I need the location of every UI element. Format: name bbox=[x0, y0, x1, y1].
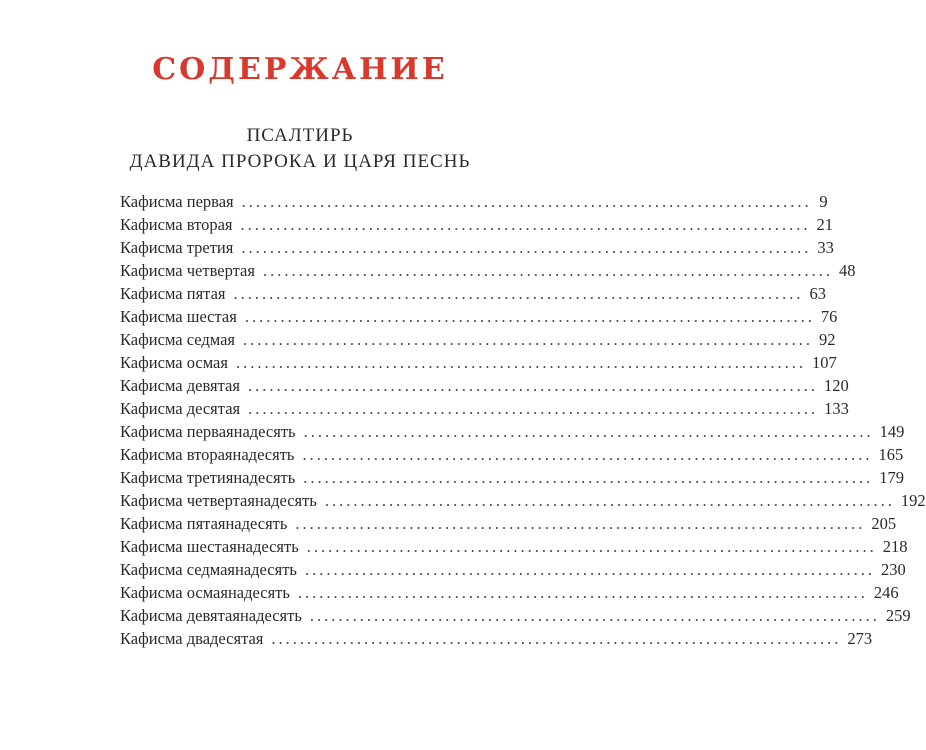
toc-entry-label: Кафисма десятая bbox=[120, 399, 241, 418]
toc-entry-page: 120 bbox=[823, 376, 849, 395]
toc-entry-page: 259 bbox=[885, 606, 911, 625]
toc-entry-label: Кафисма третиянадесять bbox=[120, 468, 296, 487]
leader-dots: ................................................................................ bbox=[235, 353, 806, 372]
toc-entry-page: 273 bbox=[847, 629, 873, 648]
toc-entry bbox=[120, 627, 873, 650]
leader-dots: ................................................................................ bbox=[244, 307, 815, 326]
toc-entry bbox=[120, 190, 828, 213]
leader-dots: ................................................................................ bbox=[297, 583, 868, 602]
toc-entry bbox=[120, 466, 905, 489]
toc-entry bbox=[120, 213, 834, 236]
toc-entry-page: 9 bbox=[819, 192, 828, 211]
toc-entry bbox=[120, 604, 911, 627]
toc-entry-label: Кафисма первая bbox=[120, 192, 234, 211]
toc-entry-label: Кафисма осмая bbox=[120, 353, 228, 372]
leader-dots: ................................................................................ bbox=[247, 376, 818, 395]
toc-entry bbox=[120, 305, 838, 328]
leader-dots: ................................................................................ bbox=[248, 399, 819, 418]
toc-entry-label: Кафисма пятая bbox=[120, 284, 226, 303]
toc-entry-page: 76 bbox=[820, 307, 838, 326]
leader-dots: ................................................................................ bbox=[306, 537, 877, 556]
toc-entry-label: Кафисма двадесятая bbox=[120, 629, 264, 648]
toc-entry bbox=[120, 397, 849, 420]
toc-entry-page: 107 bbox=[811, 353, 837, 372]
leader-dots: ................................................................................ bbox=[303, 468, 874, 487]
toc-entry bbox=[120, 351, 837, 374]
toc-entry-page: 179 bbox=[879, 468, 905, 487]
toc-entry-label: Кафисма третия bbox=[120, 238, 234, 257]
toc-entry-label: Кафисма втораянадесять bbox=[120, 445, 295, 464]
toc-entry bbox=[120, 489, 926, 512]
toc-entry-label: Кафисма перваянадесять bbox=[120, 422, 296, 441]
toc-entry-label: Кафисма четвертаянадесять bbox=[120, 491, 317, 510]
toc-entry-page: 218 bbox=[882, 537, 908, 556]
leader-dots: ................................................................................ bbox=[262, 261, 833, 280]
toc-entry-page: 192 bbox=[900, 491, 926, 510]
toc-entry-label: Кафисма пятаянадесять bbox=[120, 514, 288, 533]
toc-entry-page: 21 bbox=[816, 215, 834, 234]
toc-entry-page: 133 bbox=[824, 399, 849, 418]
toc-entry bbox=[120, 328, 836, 351]
toc-entry-page: 48 bbox=[838, 261, 856, 280]
leader-dots: ................................................................................ bbox=[243, 330, 814, 349]
leader-dots: ................................................................................ bbox=[241, 192, 812, 211]
toc-entry-page: 230 bbox=[880, 560, 906, 579]
toc-entry bbox=[120, 558, 906, 581]
toc-entry-label: Кафисма седмая bbox=[120, 330, 236, 349]
toc-entry-page: 63 bbox=[809, 284, 826, 303]
table-of-contents bbox=[120, 190, 926, 650]
leader-dots: ................................................................................ bbox=[271, 629, 842, 648]
toc-entry-label: Кафисма седмаянадесять bbox=[120, 560, 297, 579]
leader-dots: ................................................................................ bbox=[303, 422, 874, 441]
leader-dots: ................................................................................ bbox=[309, 606, 880, 625]
toc-entry bbox=[120, 282, 826, 305]
toc-entry-page: 92 bbox=[819, 330, 836, 349]
toc-entry-label: Кафисма шестаянадесять bbox=[120, 537, 299, 556]
leader-dots: ................................................................................ bbox=[295, 514, 866, 533]
toc-entry-page: 205 bbox=[871, 514, 897, 533]
toc-entry-label: Кафисма четвертая bbox=[120, 261, 255, 280]
leader-dots: ................................................................................ bbox=[241, 238, 812, 257]
toc-entry bbox=[120, 236, 834, 259]
leader-dots: ................................................................................ bbox=[304, 560, 875, 579]
toc-entry bbox=[120, 374, 849, 397]
leader-dots: ................................................................................ bbox=[302, 445, 873, 464]
toc-entry-label: Кафисма шестая bbox=[120, 307, 237, 326]
toc-entry-page: 33 bbox=[817, 238, 834, 257]
page-title: СОДЕРЖАНИЕ bbox=[152, 52, 448, 87]
leader-dots: ................................................................................ bbox=[233, 284, 804, 303]
toc-entry bbox=[120, 535, 908, 558]
toc-entry bbox=[120, 443, 904, 466]
toc-entry-page: 246 bbox=[873, 583, 899, 602]
leader-dots: ................................................................................ bbox=[324, 491, 895, 510]
toc-entry-label: Кафисма вторая bbox=[120, 215, 233, 234]
toc-entry-page: 149 bbox=[879, 422, 905, 441]
book-subtitle: ДАВИДА ПРОРОКА И ЦАРЯ ПЕСНЬ bbox=[129, 151, 471, 172]
toc-entry bbox=[120, 581, 899, 604]
toc-entry-label: Кафисма осмаянадесять bbox=[120, 583, 290, 602]
toc-entry-label: Кафисма девятаянадесять bbox=[120, 606, 302, 625]
toc-entry bbox=[120, 259, 856, 282]
toc-entry bbox=[120, 512, 897, 535]
leader-dots: ................................................................................ bbox=[240, 215, 811, 234]
toc-entry bbox=[120, 420, 905, 443]
toc-entry-label: Кафисма девятая bbox=[120, 376, 240, 395]
toc-entry-page: 165 bbox=[878, 445, 904, 464]
book-title: ПСАЛТИРЬ bbox=[246, 125, 354, 146]
